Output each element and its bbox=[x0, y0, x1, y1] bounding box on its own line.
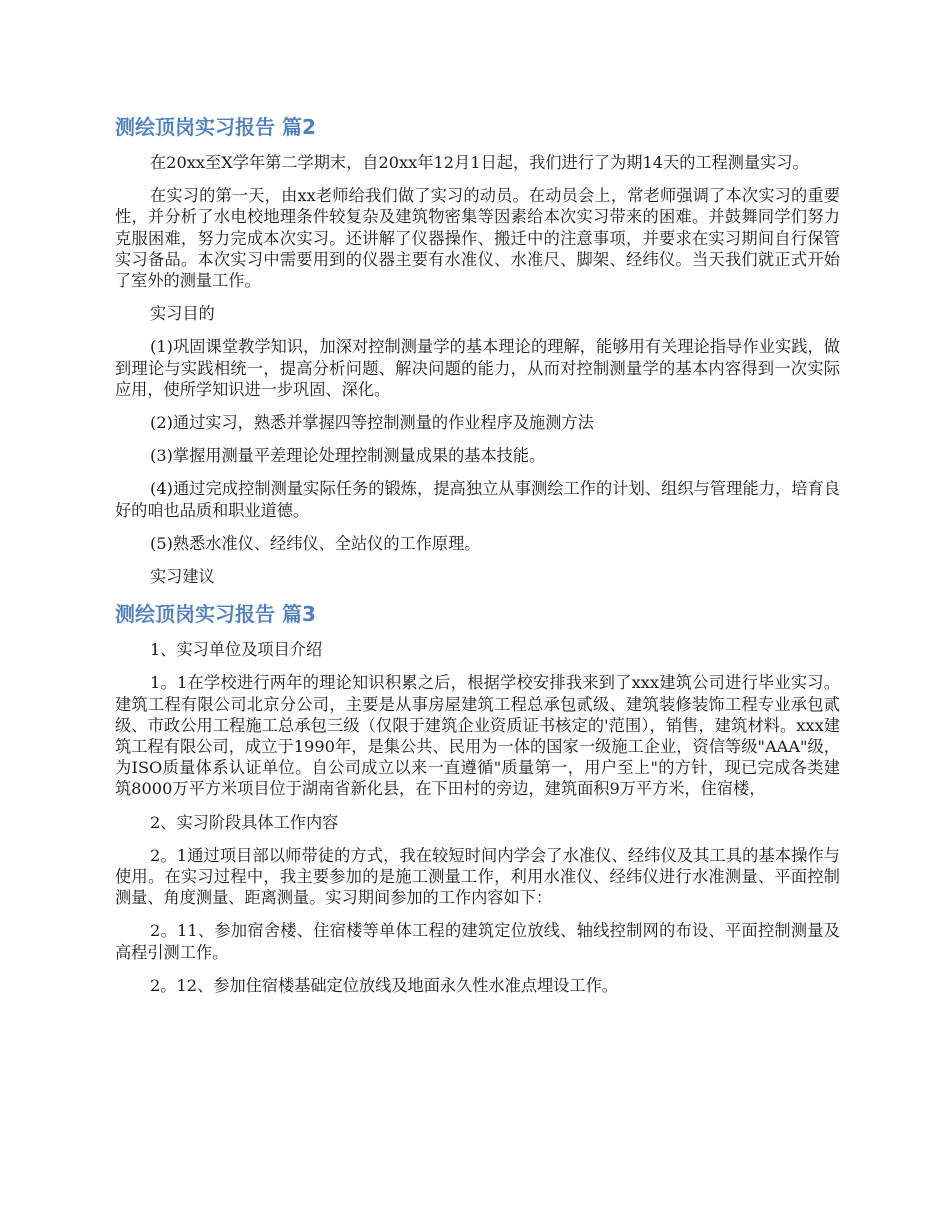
subheading: 实习目的 bbox=[150, 304, 215, 324]
paragraph: 2。12、参加住宿楼基础定位放线及地面永久性水准点埋设工作。 bbox=[150, 975, 618, 995]
subheading: 2、实习阶段具体工作内容 bbox=[150, 812, 339, 832]
section-title: 测绘顶岗实习报告 篇3 bbox=[115, 602, 316, 627]
section-title: 测绘顶岗实习报告 篇2 bbox=[115, 115, 316, 139]
paragraph: 在实习的第一天，由xx老师给我们做了实习的动员。在动员会上，常老师强调了本次实习的重要性，并分析了水电校地理条件较复杂及建筑物密集等因素给本次实习带来的困难。并鼓舞同学们努力克服困难，努力完成本次实习。还讲解了仪器操作、搬迁中的注意事项，并要求在实习期间自行保管实习备品。本次实习中需要用到的仪器主要有水准仪、水准尺、脚架、经纬仪。当天我们就正式开始了室外的测量工作。 bbox=[115, 186, 840, 291]
paragraph: (4)通过完成控制测量实际任务的锻炼，提高独立从事测绘工作的计划、组织与管理能力，培育良好的咱也品质和职业道德。 bbox=[115, 479, 840, 520]
paragraph: (5)熟悉水准仪、经纬仪、全站仪的工作原理。 bbox=[150, 533, 481, 553]
paragraph: 2。11、参加宿舍楼、住宿楼等单体工程的建筑定位放线、轴线控制网的布设、平面控制测量及高程引测工作。 bbox=[115, 921, 840, 962]
paragraph: (2)通过实习，熟悉并掌握四等控制测量的作业程序及施测方法 bbox=[150, 413, 594, 433]
subheading: 实习建议 bbox=[150, 567, 215, 587]
paragraph: (1)巩固课堂教学知识，加深对控制测量学的基本理论的理解，能够用有关理论指导作业实践，做到理论与实践相统一，提高分析问题、解决问题的能力，从而对控制测量学的基本内容得到一次实际应用，使所学知识进一步巩固、深化。 bbox=[115, 337, 840, 399]
subheading: 1、实习单位及项目介绍 bbox=[150, 640, 323, 660]
paragraph: (3)掌握用测量平差理论处理控制测量成果的基本技能。 bbox=[150, 446, 546, 466]
document-body bbox=[115, 112, 840, 1008]
paragraph: 在20xx至X学年第二学期末，自20xx年12月1日起，我们进行了为期14天的工程测量实习。 bbox=[150, 153, 809, 172]
paragraph: 1。1在学校进行两年的理论知识积累之后，根据学校安排我来到了xxx建筑公司进行毕业实习。建筑工程有限公司北京分公司，主要是从事房屋建筑工程总承包贰级、建筑装修装饰工程专业承包贰级、市政公用工程施工总承包三级（仅限于建筑企业资质证书核定的'范围），销售，建筑材料。xxx建筑工程有限公司，成立于1990年，是集公共、民用为一体的国家一级施工企业，资信等级"AAA"级，为ISO质量体系认证单位。自公司成立以来一直遵循"质量第一，用户至上"的方针，现已完成各类建筑8000万平方米项目位于湖南省新化县，在下田村的旁边，建筑面积9万平方米，住宿楼， bbox=[115, 673, 840, 799]
paragraph: 2。1通过项目部以师带徒的方式，我在较短时间内学会了水准仪、经纬仪及其工具的基本操作与使用。在实习过程中，我主要参加的是施工测量工作，利用水准仪、经纬仪进行水准测量、平面控制测量、角度测量、距离测量。实习期间参加的工作内容如下： bbox=[115, 845, 840, 908]
